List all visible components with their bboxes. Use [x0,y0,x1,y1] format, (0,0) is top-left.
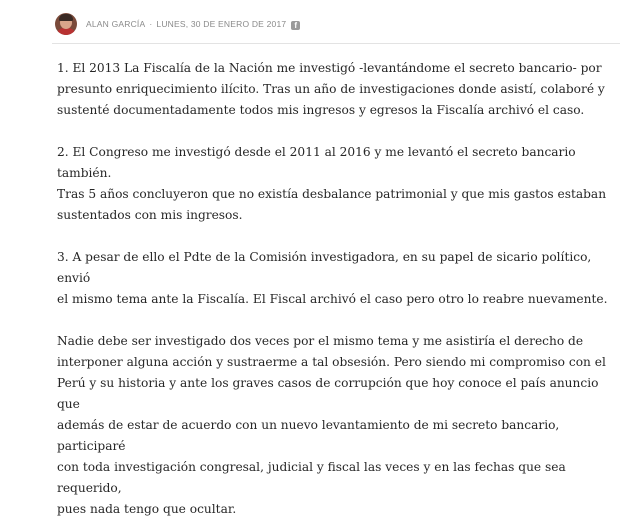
meta-separator: · [149,18,153,29]
author-avatar[interactable] [55,13,77,35]
post-meta [86,19,300,30]
paragraph-4: Nadie debe ser investigado dos veces por el mismo tema y me asistiría el derecho de interponer alguna acción y sustraerme a tal obsesión. Pero siendo mi compromiso con el Perú y su historia y ante los graves casos de corrupción que hoy conoce el país anuncio que además de estar de acuerdo con un nuevo levantamiento de mi secreto bancario, participaré con toda investigación congresal, judicial y fiscal las veces y en las fechas que sea requerido, pues nada tengo que ocultar. [57,334,606,516]
post-date[interactable]: LUNES, 30 DE ENERO DE 2017 [156,18,287,29]
header-divider [52,43,620,44]
author-name[interactable]: ALAN GARCÍA [86,18,146,29]
paragraph-3: 3. A pesar de ello el Pdte de la Comisión investigadora, en su papel de sicario político, envió el mismo tema ante la Fiscalía. El Fiscal archivó el caso pero otro lo reabre nuevamente. [57,250,608,306]
avatar-shirt-shape [56,28,76,35]
paragraph-2: 2. El Congreso me investigó desde el 2011 al 2016 y me levantó el secreto bancario también. Tras 5 años concluyeron que no existía desbalance patrimonial y que mis gastos estaban sustentados con mis ingresos. [57,145,607,222]
paragraph-1: 1. El 2013 La Fiscalía de la Nación me investigó -levantándome el secreto bancario- por presunto enriquecimiento ilícito. Tras un año de investigaciones donde asistí, colaboré y sustenté documentadamente todos mis ingresos y egresos la Fiscalía archivó el caso. [57,61,605,117]
post-header [55,11,300,37]
avatar-hair-shape [59,14,73,21]
post-body [57,58,617,520]
facebook-icon: f [291,21,300,30]
